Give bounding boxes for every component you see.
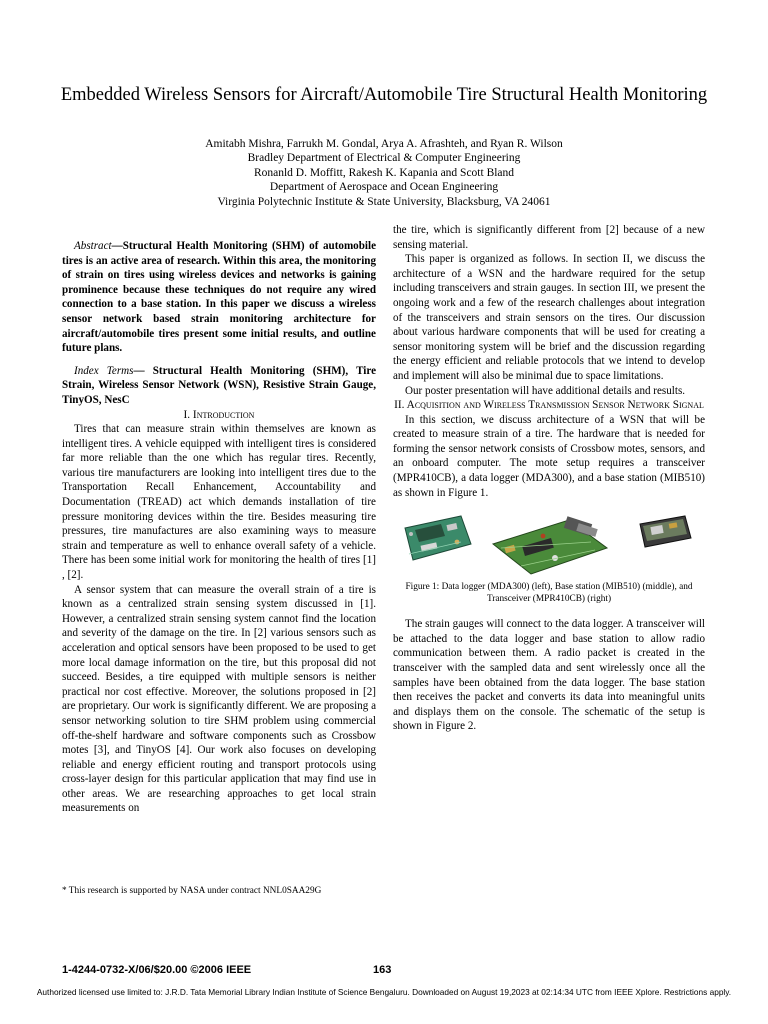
continuation-paragraph: the tire, which is significantly different from [2] because of a new sensing material. xyxy=(393,224,705,251)
section2-paragraph-1: In this section, we discuss architecture of a WSN that will be created to measure strain of a tire. The hardware that is needed for forming the sensor network consists of Crossbow motes, sensors, and an onboard computer. The mote setup requires a transceiver (MPR410CB), a data logger (MDA300), and a base station (MIB510) as shown in Figure 1. xyxy=(393,413,705,499)
figure-1-caption: Figure 1: Data logger (MDA300) (left), Base station (MIB510) (middle), and Transceiver (MPR410CB) (right) xyxy=(405,582,693,604)
poster-paragraph: Our poster presentation will have additional details and results. xyxy=(405,384,686,397)
index-terms xyxy=(62,364,376,408)
figure-1 xyxy=(393,514,705,576)
license-notice: Authorized licensed use limited to: J.R.D. Tata Memorial Library Indian Institute of Science Bengaluru. Downloaded on August 19,2023 at 02:14:34 UTC from IEEE Xplore. Restrictions apply. xyxy=(36,987,732,997)
data-logger-board-image xyxy=(401,514,473,562)
abstract xyxy=(62,239,376,356)
index-terms-text: — Structural Health Monitoring (SHM), Tire Strain, Wireless Sensor Network (WSN), Resistive Strain Gauge, TinyOS, NesC xyxy=(62,364,376,406)
page-number: 163 xyxy=(373,964,392,976)
section2-paragraph-2: The strain gauges will connect to the data logger. A transceiver will be attached to the data logger and base station to allow radio communication between them. A radio packet is created in the transceiver with the sampled data and sent wirelessly once all the samples have been obtained from the data logger. The base station then receives the packet and converts its data into meaningful units and displays them on the console. The schematic of the setup is shown in Figure 2. xyxy=(393,618,705,733)
author-block xyxy=(60,137,708,209)
transceiver-board-image xyxy=(637,514,693,550)
isbn-copyright: 1-4244-0732-X/06/$20.00 ©2006 IEEE xyxy=(62,964,252,976)
section-heading-introduction: I. Introduction xyxy=(183,408,255,421)
index-terms-label: Index Terms xyxy=(74,364,134,377)
affiliation-line-1: Bradley Department of Electrical & Computer Engineering xyxy=(247,152,521,165)
intro-paragraph-2: A sensor system that can measure the overall strain of a tire is known as a centralized strain sensing system discussed in [1]. However, a centralized strain sensing system cannot find the location and severity of the damage on the tire. In [2] various sensors such as acceleration and optical sensors have been proposed to be used to get more local damage information on the tire, but this proposal did not succeed. Besides, a tire equipped with multiple sensors is neither practical nor cost effective. Moreover, the solutions proposed in [2] are proprietary. Our work is significantly different. We are proposing a sensor networking solution to tire SHM problem using commercial off-the-shelf hardware and software components such as Crossbow motes [3], and TinyOS [4]. Our work also focuses on developing reliable and energy efficient routing and transport protocols using cross-layer design for this particular application that may find use in other areas. We are researching approaches to get local strain measurements on xyxy=(62,583,376,815)
section-heading-acquisition: II. Acquisition and Wireless Transmission Sensor Network Signal xyxy=(394,399,704,412)
affiliation-line-2: Department of Aerospace and Ocean Engineering xyxy=(269,181,499,194)
abstract-text: —Structural Health Monitoring (SHM) of automobile tires is an active area of research. Within this area, the monitoring of strain on tires using wireless devices and networks is gaining prominence because these techniques do not require any wired connection to a base station. In this paper we discuss a wireless sensor network based strain monitoring architecture for aircraft/automobile tires present some initial results, and outline future plans. xyxy=(62,240,376,355)
base-station-board-image xyxy=(491,514,609,576)
left-column xyxy=(62,239,376,816)
author-names-line-2: Ronanld D. Moffitt, Rakesh K. Kapania and Scott Bland xyxy=(253,166,515,179)
abstract-label: Abstract xyxy=(74,240,112,252)
institution-address: Virginia Polytechnic Institute & State University, Blacksburg, VA 24061 xyxy=(217,195,551,208)
paper-title: Embedded Wireless Sensors for Aircraft/Automobile Tire Structural Health Monitoring xyxy=(60,85,708,105)
organization-paragraph: This paper is organized as follows. In section II, we discuss the architecture of a WSN and the hardware required for the setup including transceivers and strain gauges. In section III, we present the ongoing work and a few of the research challenges about integration of the transceivers and strain sensors on the tires. Our discussion about various hardware components that will be used for creating a sensor monitoring system will be brief and the discussion regarding the energy efficient and reliable protocols that we intend to develop and implement will also be minimal due to space limitations. xyxy=(393,253,705,382)
right-column xyxy=(393,223,705,734)
intro-paragraph-1: Tires that can measure strain within themselves are known as intelligent tires. A vehicle equipped with intelligent tires is considered far more reliable than the one which has regular tires. Recently, various tire manufacturers are looking into intelligent tires due to the Transportation Recall Enhancement, Accountability and Documentation (TREAD) act which demands installation of tire pressure monitoring devices within the tire. Besides measuring tire pressures, tire manufactures are also examining ways to measure strain and temperature as well to enhance overall safety of a vehicle. There has been some initial work for monitoring the health of tires [1] , [2]. xyxy=(62,423,376,581)
author-names-line-1: Amitabh Mishra, Farrukh M. Gondal, Arya A. Afrashteh, and Ryan R. Wilson xyxy=(205,138,563,150)
funding-footnote: * This research is supported by NASA under contract NNL0SAA29G xyxy=(62,886,322,896)
